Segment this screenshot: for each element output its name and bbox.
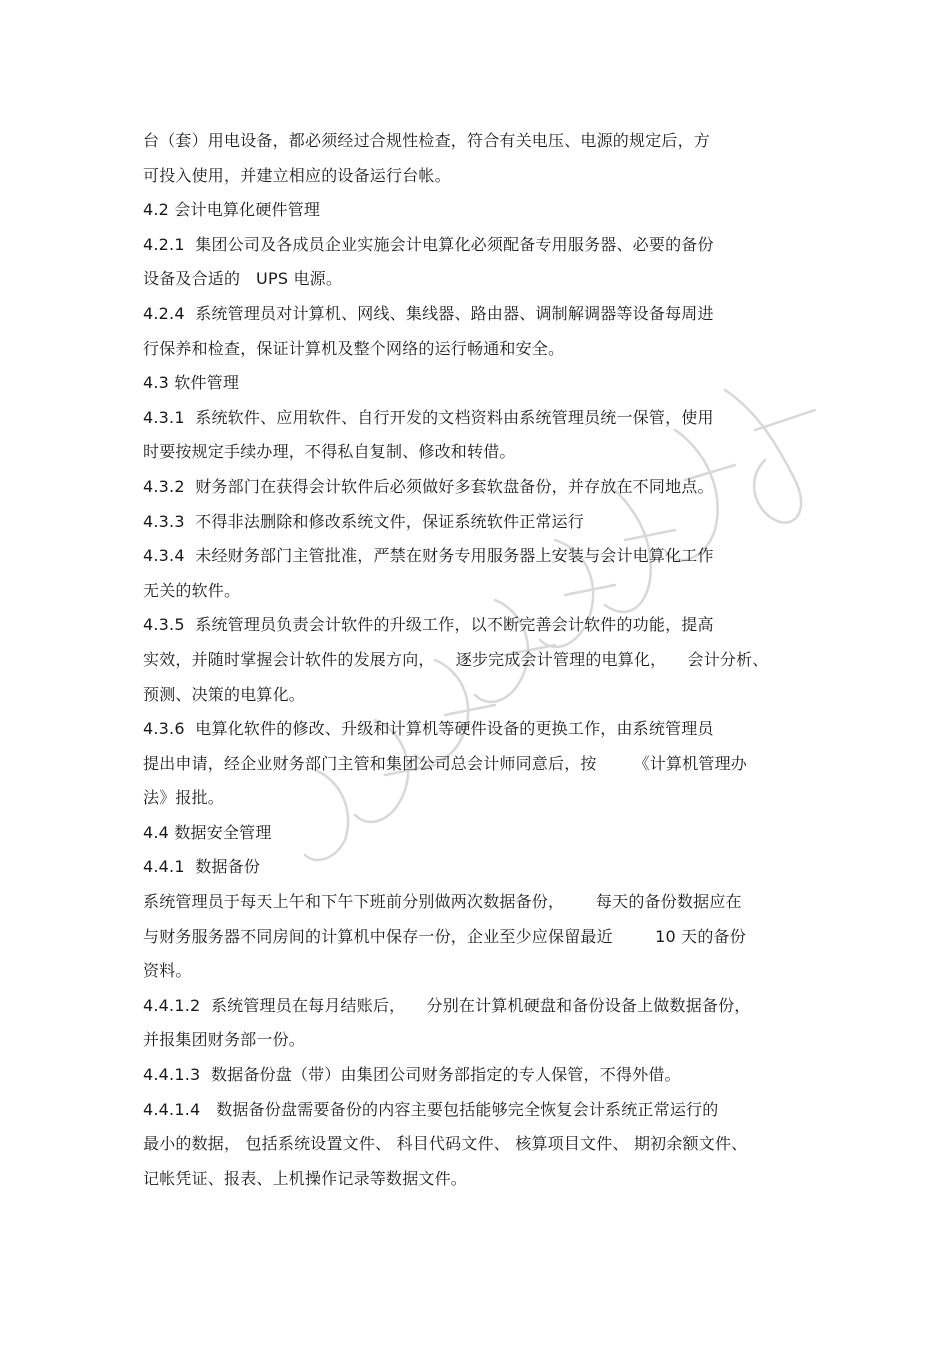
text-line: 与财务服务器不同房间的计算机中保存一份，企业至少应保留最近 10 天的备份 (143, 926, 746, 946)
text-line: 时要按规定手续办理，不得私自复制、修改和转借。 (143, 442, 516, 462)
text-line: 4.3.5 系统管理员负责会计软件的升级工作，以不断完善会计软件的功能，提高 (143, 615, 714, 635)
text-line: 行保养和检查，保证计算机及整个网络的运行畅通和安全。 (143, 338, 565, 358)
text-line: 4.4.1.2 系统管理员在每月结账后， 分别在计算机硬盘和备份设备上做数据备份， (143, 995, 751, 1015)
text-line: 4.4.1.4 数据备份盘需要备份的内容主要包括能够完全恢复会计系统正常运行的 (143, 1099, 719, 1119)
text-line: 4.2.4 系统管理员对计算机、网线、集线器、路由器、调制解调器等设备每周进 (143, 303, 714, 323)
text-line: 设备及合适的 UPS 电源。 (143, 269, 343, 289)
text-line: 4.3.3 不得非法删除和修改系统文件，保证系统软件正常运行 (143, 511, 585, 531)
section-heading: 4.2 会计电算化硬件管理 (143, 200, 321, 220)
text-line: 4.3.1 系统软件、应用软件、自行开发的文档资料由系统管理员统一保管，使用 (143, 407, 714, 427)
text-line: 4.3.4 未经财务部门主管批准，严禁在财务专用服务器上安装与会计电算化工作 (143, 546, 714, 566)
text-line: 记帐凭证、报表、上机操作记录等数据文件。 (143, 1168, 468, 1188)
text-line: 台（套）用电设备，都必须经过合规性检查，符合有关电压、电源的规定后，方 (143, 131, 711, 150)
text-line: 法》报批。 (143, 788, 225, 808)
text-line: 提出申请，经企业财务部门主管和集团公司总会计师同意后，按 《计算机管理办 (143, 753, 748, 773)
text-line: 无关的软件。 (143, 580, 241, 600)
section-heading: 4.3 软件管理 (143, 373, 240, 393)
text-line: 4.3.6 电算化软件的修改、升级和计算机等硬件设备的更换工作，由系统管理员 (143, 719, 714, 739)
section-heading: 4.4 数据安全管理 (143, 822, 272, 842)
text-line: 4.4.1.3 数据备份盘（带）由集团公司财务部指定的专人保管，不得外借。 (143, 1065, 681, 1085)
text-line: 系统管理员于每天上午和下午下班前分别做两次数据备份， 每天的备份数据应在 (143, 892, 742, 912)
text-line: 预测、决策的电算化。 (143, 684, 306, 704)
text-line: 实效，并随时掌握会计软件的发展方向， 逐步完成会计管理的电算化， 会计分析、 (143, 649, 769, 669)
text-line: 并报集团财务部一份。 (143, 1030, 306, 1050)
document-body (143, 124, 823, 1196)
text-line: 最小的数据， 包括系统设置文件、 科目代码文件、 核算项目文件、 期初余额文件、 (143, 1134, 748, 1154)
text-line: 4.2.1 集团公司及各成员企业实施会计电算化必须配备专用服务器、必要的备份 (143, 234, 714, 254)
text-line: 4.3.2 财务部门在获得会计软件后必须做好多套软盘备份，并存放在不同地点。 (143, 476, 714, 496)
text-line: 可投入使用，并建立相应的设备运行台帐。 (143, 165, 451, 185)
subsection-heading: 4.4.1 数据备份 (143, 857, 261, 877)
text-line: 资料。 (143, 961, 192, 981)
